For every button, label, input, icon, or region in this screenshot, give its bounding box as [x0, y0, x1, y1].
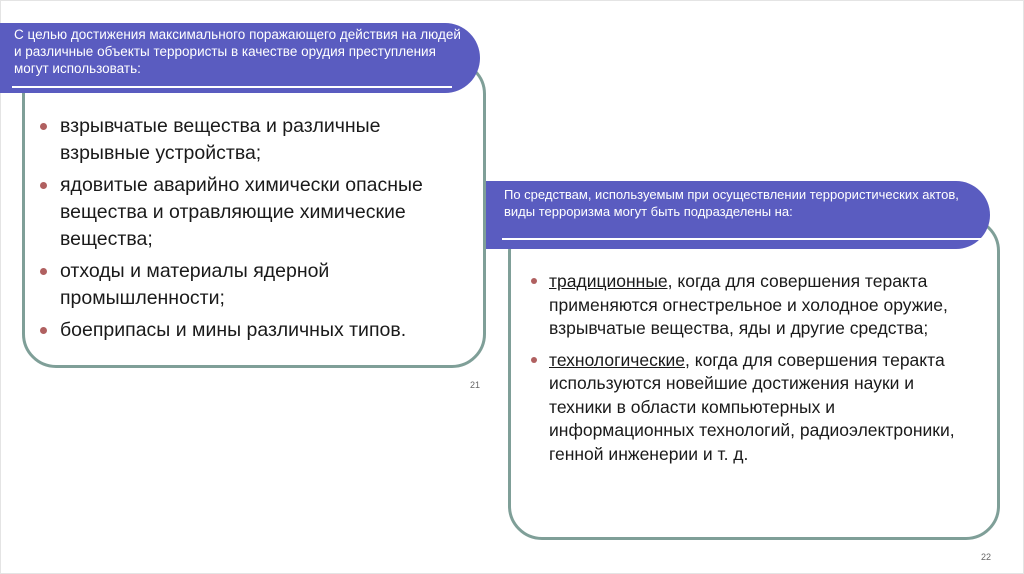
bullet-icon: [40, 268, 47, 275]
page-number-22: 22: [981, 552, 992, 562]
bullet-icon: [531, 278, 537, 284]
list-item-text: когда для совершения теракта применяются огнестрельное и холодное оружие, взрывчатые вещества, яды и другие средства;: [549, 271, 948, 338]
header-text-1: С целью достижения максимального поражающего действия на людей и различные объекты террористы в качестве орудия преступления могут использовать:: [14, 27, 461, 76]
list-item-text: когда для совершения теракта используются новейшие достижения науки и техники в области компьютерных и информационных технологий, радиоэлектроники, генной инженерии и т. д.: [549, 349, 955, 464]
list-item-text: взрывчатые вещества и различные взрывные устройства;: [60, 115, 381, 164]
list-item: [40, 317, 470, 344]
term-traditional: традиционные,: [549, 271, 673, 291]
bullet-icon: [40, 182, 47, 189]
list-item: [40, 258, 470, 312]
list-item: [40, 172, 470, 253]
weapons-list: [40, 113, 470, 349]
list-item: [40, 113, 470, 167]
header-underline-1: [12, 86, 452, 88]
page-number-21: 21: [470, 380, 481, 390]
terrorism-types-list: [531, 270, 981, 474]
bullet-icon: [40, 123, 47, 130]
header-underline-2: [502, 238, 988, 240]
bullet-icon: [40, 327, 47, 334]
header-text-2: По средствам, используемым при осуществлении террористических актов, виды терроризма могут быть подразделены на:: [504, 187, 959, 219]
term-technological: технологические,: [549, 349, 690, 370]
list-item: [531, 349, 981, 467]
bullet-icon: [531, 357, 537, 363]
list-item-text: боеприпасы и мины различных типов.: [60, 319, 407, 341]
list-item-text: ядовитые аварийно химически опасные вещества и отравляющие химические вещества;: [60, 174, 423, 250]
list-item: [531, 270, 981, 341]
list-item-text: отходы и материалы ядерной промышленности;: [60, 260, 330, 309]
